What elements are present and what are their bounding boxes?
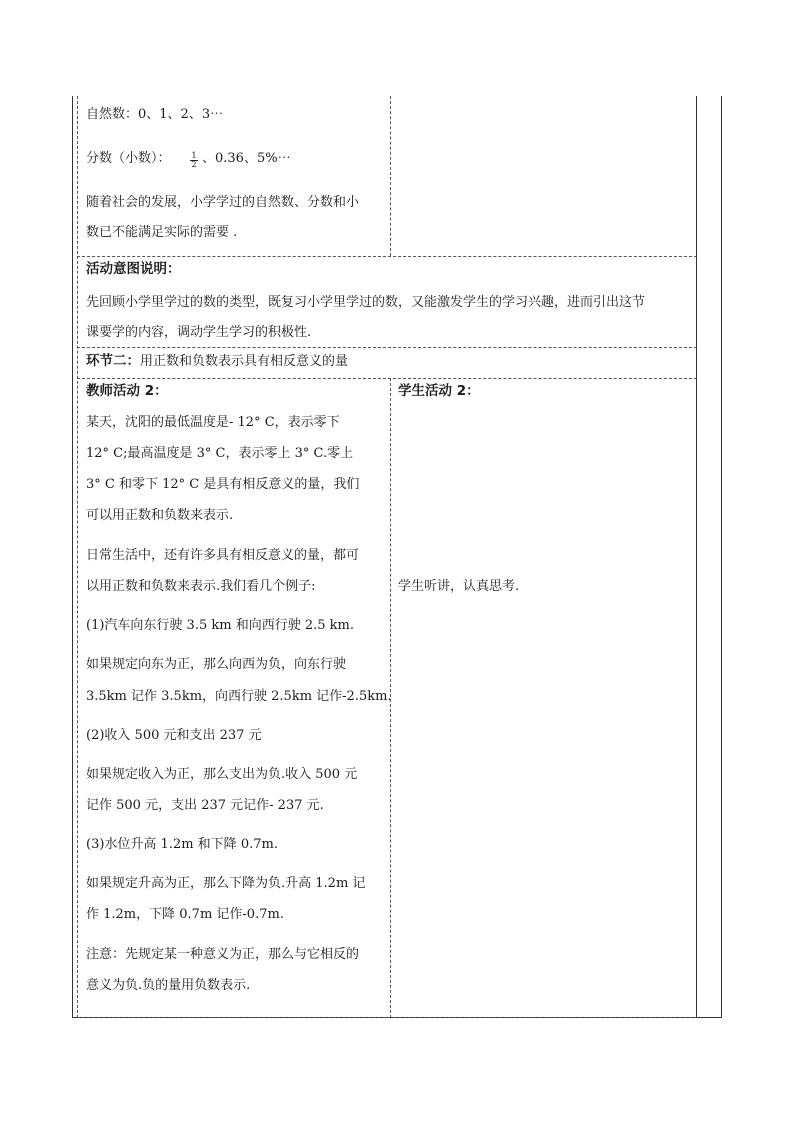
student-activity-note: 学生听讲，认真思考. <box>398 579 520 594</box>
teacher-line-5: 日常生活中，还有许多具有相反意义的量，都可 <box>86 548 360 563</box>
teacher-line-9: 3.5km 记作 3.5km，向西行驶 2.5km 记作-2.5km. <box>86 689 392 704</box>
column-divider-top <box>390 96 391 256</box>
teacher-line-11: 如果规定收入为正，那么支出为负.收入 500 元 <box>86 767 358 782</box>
student-activity-heading: 学生活动 2： <box>398 383 480 399</box>
development-line-2: 数已不能满足实际的需要 . <box>86 225 238 240</box>
teacher-line-12: 记作 500 元，支出 237 元记作- 237 元. <box>86 798 324 813</box>
teacher-line-15: 作 1.2m，下降 0.7m 记作-0.7m. <box>86 907 284 922</box>
teacher-line-16: 注意：先规定某一种意义为正，那么与它相反的 <box>86 947 360 962</box>
row-divider-2 <box>77 347 697 348</box>
table-right-inner-border <box>696 96 697 1018</box>
intent-heading: 活动意图说明： <box>86 261 181 277</box>
teacher-line-10: (2)收入 500 元和支出 237 元 <box>86 728 262 743</box>
teacher-line-3: 3° C 和零下 12° C 是具有相反意义的量，我们 <box>86 477 360 492</box>
teacher-line-6: 以用正数和负数来表示.我们看几个例子: <box>86 579 316 594</box>
teacher-line-7: (1)汽车向东行驶 3.5 km 和向西行驶 2.5 km. <box>86 618 354 633</box>
intent-line-2: 课要学的内容，调动学生学习的积极性. <box>86 325 312 340</box>
teacher-activity-heading: 教师活动 2： <box>86 383 168 399</box>
teacher-line-4: 可以用正数和负数来表示. <box>86 508 234 523</box>
table-inner-left-border <box>77 96 78 1018</box>
teacher-line-17: 意义为负.负的量用负数表示. <box>86 978 251 993</box>
fraction-values-line: 、0.36、5%⋯ <box>202 151 291 166</box>
row-divider-1 <box>77 256 697 257</box>
development-line-1: 随着社会的发展，小学学过的自然数、分数和小 <box>86 195 360 210</box>
natural-numbers-line: 自然数：0、1、2、3⋯ <box>86 107 224 122</box>
teacher-line-14: 如果规定升高为正，那么下降为负.升高 1.2m 记 <box>86 876 366 891</box>
teacher-line-2: 12° C;最高温度是 3° C，表示零上 3° C.零上 <box>86 446 354 461</box>
row-divider-3 <box>77 378 697 379</box>
intent-line-1: 先回顾小学里学过的数的类型，既复习小学里学过的数，又能激发学生的学习兴趣，进而引出这节 <box>86 295 646 310</box>
section2-label: 环节二： <box>86 353 140 369</box>
fraction-denominator: 2 <box>191 160 197 169</box>
fraction-numerator: 1 <box>191 151 197 160</box>
fraction-prefix: 分数（小数）： <box>86 151 171 166</box>
teacher-line-8: 如果规定向东为正，那么向西为负，向东行驶 <box>86 657 347 672</box>
section2-title-row <box>86 350 348 373</box>
teacher-line-1: 某天，沈阳的最低温度是- 12° C，表示零下 <box>86 415 340 430</box>
teacher-line-13: (3)水位升高 1.2m 和下降 0.7m. <box>86 837 278 852</box>
fraction-one-half <box>190 152 198 169</box>
row-divider-bottom <box>77 1017 697 1018</box>
section2-title: 用正数和负数表示具有相反意义的量 <box>140 354 349 369</box>
